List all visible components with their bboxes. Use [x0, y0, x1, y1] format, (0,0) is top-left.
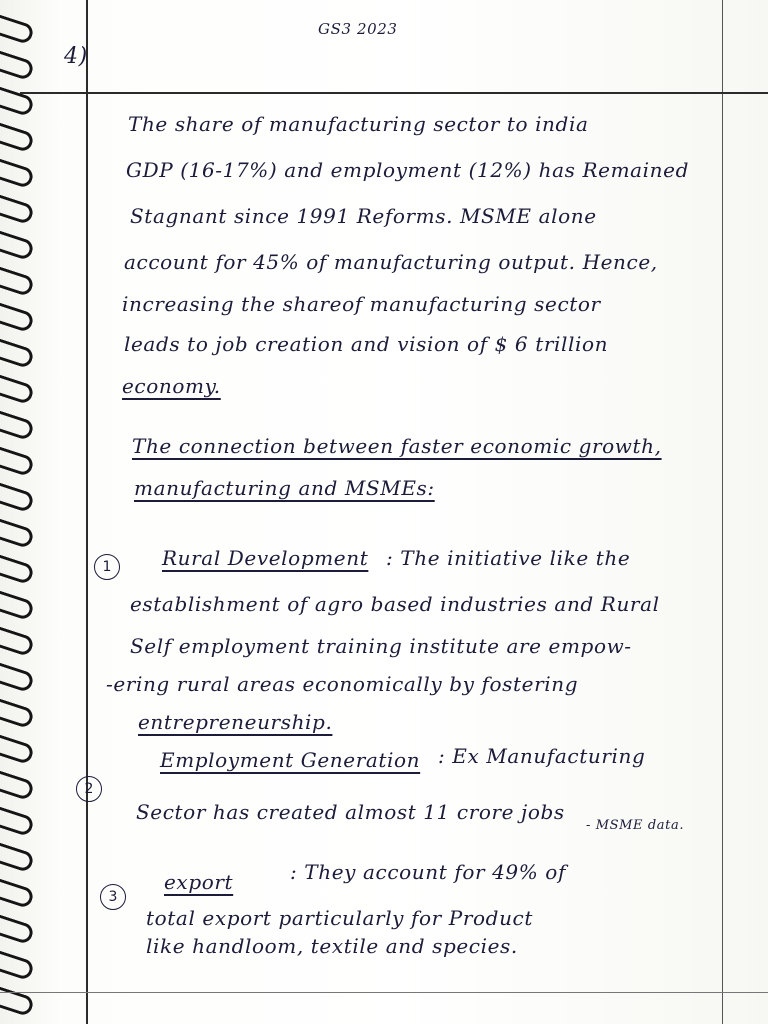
point-1-line-1: : The initiative like the [386, 546, 631, 570]
intro-line-2: GDP (16-17%) and employment (12%) has Remained [126, 158, 689, 182]
point-1-title: Rural Development [162, 546, 369, 570]
point-3-line-1: : They account for 49% of [290, 860, 566, 884]
question-number: 4) [64, 44, 88, 69]
point-3-title: export [164, 870, 234, 894]
section-heading-line-2: manufacturing and MSMEs: [134, 476, 435, 500]
point-1-line-4: -ering rural areas economically by fostering [106, 672, 579, 696]
page-header: GS3 2023 [318, 20, 398, 38]
header-rule [20, 92, 768, 94]
intro-line-3: Stagnant since 1991 Reforms. MSME alone [130, 204, 597, 228]
point-3-number: 3 [100, 884, 126, 910]
point-1-line-5: entrepreneurship. [138, 710, 333, 734]
point-3-line-3: like handloom, textile and species. [146, 934, 518, 958]
intro-line-1: The share of manufacturing sector to india [128, 112, 589, 136]
point-2-number: 2 [76, 776, 102, 802]
spiral-binding [0, 20, 40, 1020]
right-rule [722, 0, 723, 1024]
section-heading-line-1: The connection between faster economic growth, [132, 434, 662, 458]
point-3-line-2: total export particularly for Product [146, 906, 533, 930]
point-2-line-3: - MSME data. [586, 818, 685, 833]
intro-line-6: leads to job creation and vision of $ 6 trillion [124, 332, 609, 356]
bottom-rule [0, 992, 768, 993]
point-1-line-2: establishment of agro based industries and Rural [130, 592, 660, 616]
point-2-title: Employment Generation [160, 748, 421, 772]
point-1-line-3: Self employment training institute are empow- [130, 634, 632, 658]
intro-line-7: economy. [122, 374, 221, 398]
point-1-number: 1 [94, 554, 120, 580]
intro-line-5: increasing the shareof manufacturing sector [122, 292, 601, 316]
point-2-line-2: Sector has created almost 11 crore jobs [136, 800, 565, 824]
point-2-line-1: : Ex Manufacturing [438, 744, 646, 768]
margin-rule [86, 0, 88, 1024]
intro-line-4: account for 45% of manufacturing output. Hence, [124, 250, 658, 274]
